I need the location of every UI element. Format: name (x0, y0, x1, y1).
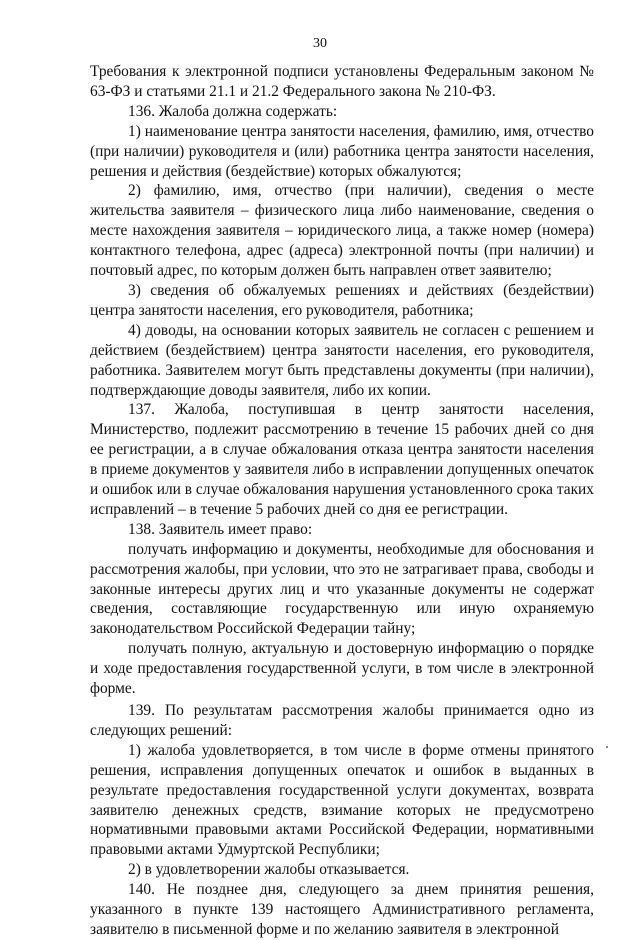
scan-speck (606, 746, 608, 748)
paragraph-138-right-2: получать полную, актуальную и достоверную информацию о порядке и ходе предоставления государственной услуги, в том числе в электронной форме. (90, 640, 594, 698)
paragraph-signature-requirements: Требования к электронной подписи установлены Федеральным законом № 63-ФЗ и статьями 21.1 и 21.2 Федерального закона № 210-ФЗ. (90, 63, 594, 100)
paragraph-140: 140. Не позднее дня, следующего за днем принятия решения, указанного в пункте 139 настоящего Административного регламента, заявителю в письменной форме и по желанию заявителя в электронной (90, 881, 594, 938)
paragraph-138-right-1: получать информацию и документы, необходимые для обоснования и рассмотрения жалобы, при условии, что это не затрагивает права, свободы и законные интересы других лиц и что указанные документы не содержат сведения, составляющие государственную или иную охраняемую законодательством Российской Федерации тайну; (90, 540, 594, 638)
page-number: 30 (313, 36, 327, 51)
paragraph-139-decision-2: 2) в удовлетворении жалобы отказывается. (128, 861, 410, 879)
paragraph-136-item-3: 3) сведения об обжалуемых решениях и действиях (бездействии) центра занятости населения, его руководителя, работника; (90, 281, 594, 319)
paragraph-136-item-1: 1) наименование центра занятости населения, фамилию, имя, отчество (при наличии) руководителя и (или) работника центра занятости населения, решения и действия (бездействие) которых обжалуются; (90, 122, 594, 180)
paragraph-138: 138. Заявитель имеет право: (128, 520, 313, 538)
paragraph-137: 137. Жалоба, поступившая в центр занятости населения, Министерство, подлежит рассмотрению в течение 15 рабочих дней со дня ее регистрации, а в случае обжалования отказа центра занятости населения в приеме документов у заявителя либо в исправлении допущенных опечаток и ошибок или в случае обжалования нарушения установленного срока таких исправлений – в течение 5 рабочих дней со дня ее регистрации. (90, 401, 594, 518)
paragraph-136-item-4: 4) доводы, на основании которых заявитель не согласен с решением и действием (бездействием) центра занятости населения, его руководителя, работника. Заявителем могут быть представлены документы (при наличии), подтверждающие доводы заявителя, либо их копии. (90, 321, 594, 399)
paragraph-139: 139. По результатам рассмотрения жалобы принимается одно из следующих решений: (90, 702, 594, 739)
document-body (90, 62, 594, 940)
paragraph-139-decision-1: 1) жалоба удовлетворяется, в том числе в форме отмены принятого решения, исправления допущенных опечаток и ошибок в выданных в результате предоставления государственной услуги документах, возврата заявителю денежных средств, взимание которых не предусмотрено нормативными правовыми актами Российской Федерации, нормативными правовыми актами Удмуртской Республики; (90, 741, 594, 859)
paragraph-136: 136. Жалоба должна содержать: (128, 102, 338, 120)
paragraph-136-item-2: 2) фамилию, имя, отчество (при наличии), сведения о месте жительства заявителя – физического лица либо наименование, сведения о месте нахождения заявителя – юридического лица, а также номер (номера) контактного телефона, адрес (адреса) электронной почты (при наличии) и почтовый адрес, по которым должен быть направлен ответ заявителю; (90, 182, 594, 280)
